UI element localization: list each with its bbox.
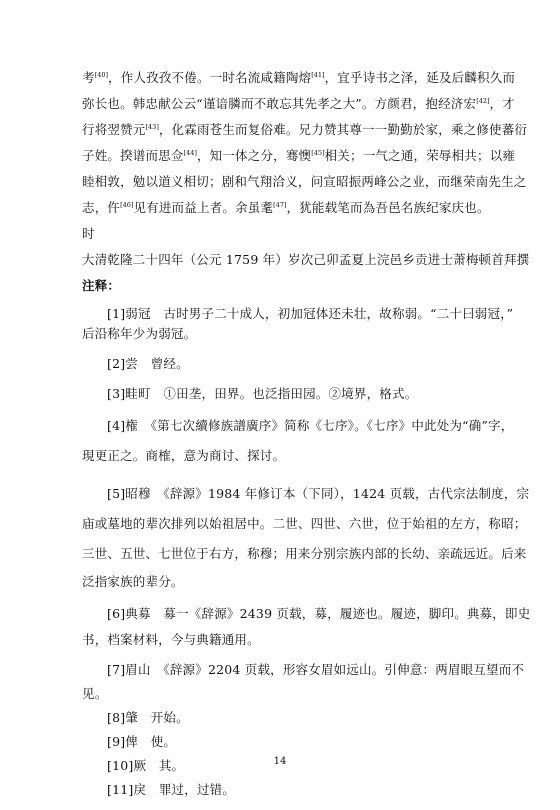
note-5-line-3: 三世、五世、七世位于右方，称穆；用来分别宗族内部的长幼、亲疏远近。后来 [82,546,527,561]
note-2: [2]尝 曾经。 [107,356,189,371]
text-run: 睦相敦，勉以道义相切；剧和气翔洽义，问宣昭振两峰公之业，而继荣南先生之 [82,174,527,189]
notes-heading: 注释： [82,278,121,293]
note-3: [3]畦町 ①田垄，田界。也泛指田园。②境界，格式。 [107,386,418,401]
text-run: 见有进而益上者。余虽耄 [133,200,274,215]
date-signature-line: 大清乾隆二十四年（公元 1759 年）岁次己卯孟夏上浣邑乡贡进士萧梅顿首拜撰 [82,252,530,267]
text-run: 考 [82,70,95,85]
footnote-ref: [40] [94,71,109,79]
footnote-ref: [42] [476,97,490,105]
footnote-ref: [46] [120,201,134,209]
note-5-line-1: [5]昭穆 《辞源》1984 年修订本（下同），1424 页载，古代宗法制度，宗 [107,486,530,501]
note-6-line-2: 书，档案材料，今与典籍通用。 [82,632,260,647]
note-7-line-2: 见。 [82,686,108,701]
text-run: 行将翌赞元 [82,122,146,137]
note-5-line-4: 泛指家族的辈分。 [82,574,184,589]
note-7-line-1: [7]眉山 《辞源》2204 页载，形容女眉如远山。引伸意：两眉眼互望而不 [107,662,525,677]
note-5-line-2: 庙或墓地的辈次排列以始祖居中。二世、四世、六世，位于始祖的左方，称昭； [82,516,527,531]
note-1-line-2: 后沿称年少为弱冠。 [82,326,197,341]
note-6-line-1: [6]典募 募一《辞源》2439 页载，募，履迹也。履迹，脚印。典募，即史 [107,606,531,621]
text-run: ，宜乎诗书之泽，延及后麟积久而 [324,70,516,85]
body-line-3 [82,122,527,138]
footnote-ref: [44] [183,149,197,157]
text-run: ，才 [489,96,515,111]
text-run: 弥长也。韩忠献公云“谨谙膦而不敢忘其先孝之大”。方颜君，抱经济宏 [82,96,477,111]
text-run: 志，仵 [82,200,121,215]
body-line-4 [82,148,515,164]
footnote-ref: [47] [273,201,287,209]
body-line-5 [82,174,527,190]
text-run: 子姓。揆谱而思佥 [82,148,184,163]
body-line-6 [82,200,490,216]
footnote-ref: [41] [311,71,325,79]
note-9: [9]俾 使。 [107,734,177,749]
text-run: 相关；一气之通，荣辱相共；以雍 [324,148,516,163]
time-marker: 时 [82,226,95,241]
text-run: ，犹能载笔而為吾邑名族纪家庆也。 [286,200,490,215]
note-1-line-1: [1]弱冠 古时男子二十成人，初加冠体还未壮，故称弱。“二十曰弱冠，” [107,306,514,321]
page-number: 14 [273,756,287,767]
footnote-ref: [45] [311,149,325,157]
footnote-ref: [43] [145,123,159,131]
note-10: [10]厥 其。 [107,758,185,773]
note-11: [11]戾 罪过，过错。 [107,782,236,797]
body-line-2 [82,96,515,112]
text-run: ，化霖雨苍生而复俗难。兄力赞其尊一一勤勤於家，乘之修使蕃衍 [158,122,528,137]
text-run: ，知一体之分，骞懊 [196,148,312,163]
note-4-line-2: 現更正之。商榷，意为商讨、探讨。 [82,448,286,463]
note-4-line-1: [4]権 《第七次續修族譜廣序》简称《七序》。《七序》中此处为“确”字， [107,418,514,433]
body-line-1 [82,70,515,86]
text-run: ，作人孜孜不倦。一时名流咸籍陶熔 [108,70,312,85]
note-8: [8]肇 开始。 [107,710,189,725]
